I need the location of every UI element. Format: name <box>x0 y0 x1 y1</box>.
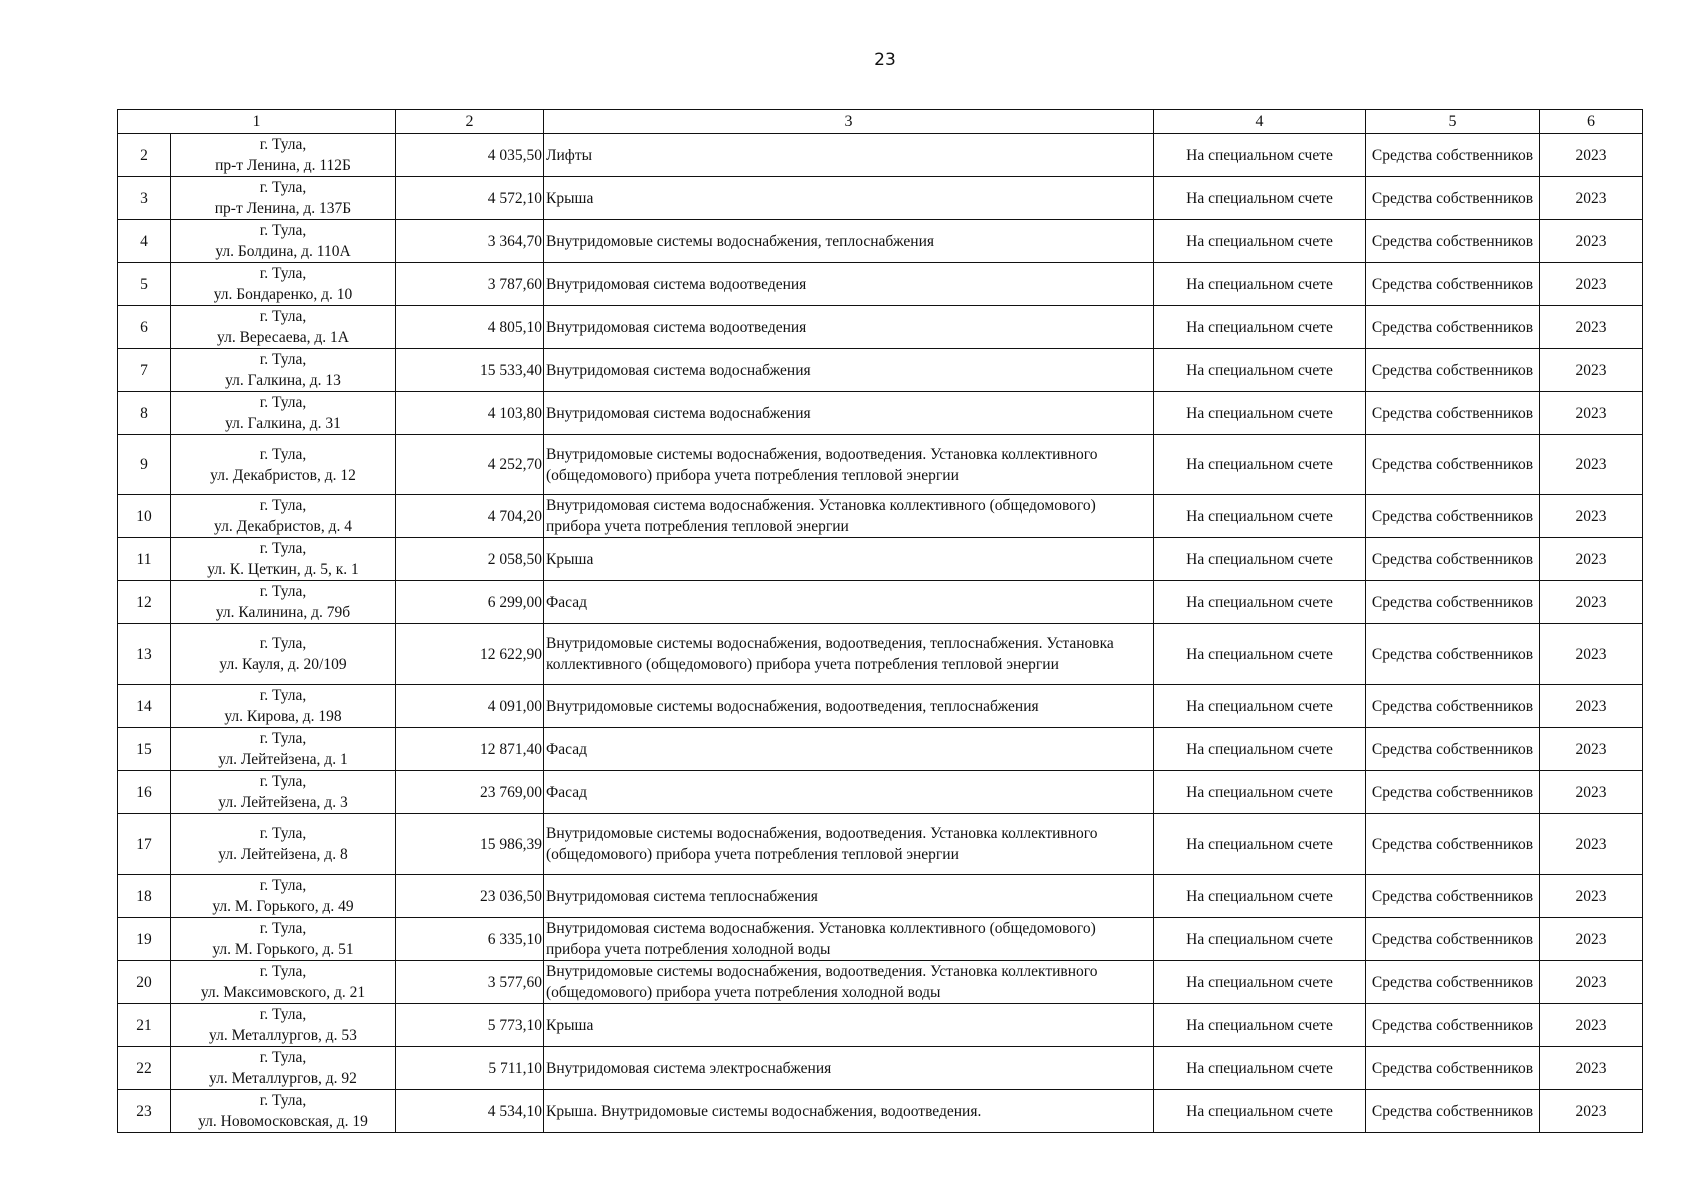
row-number-cell: 15 <box>118 728 171 771</box>
address-street: ул. Металлургов, д. 92 <box>209 1070 357 1087</box>
header-cell-5: 5 <box>1366 110 1540 134</box>
works-cell: Внутридомовая система водоснабжения <box>544 349 1154 392</box>
address-cell <box>171 495 396 538</box>
table-row <box>118 875 1643 918</box>
address-city: г. Тула, <box>259 635 307 652</box>
works-cell: Внутридомовые системы водоснабжения, водоотведения, теплоснабжения. Установка коллективного (общедомового) прибора учета потребления тепловой энергии <box>544 624 1154 685</box>
fund-method-cell: На специальном счете <box>1154 581 1366 624</box>
address-cell <box>171 349 396 392</box>
funding-source-cell: Средства собственников <box>1366 1090 1540 1133</box>
year-cell: 2023 <box>1540 392 1643 435</box>
year-cell: 2023 <box>1540 177 1643 220</box>
table-row <box>118 306 1643 349</box>
fund-method-cell: На специальном счете <box>1154 538 1366 581</box>
fund-method-cell: На специальном счете <box>1154 177 1366 220</box>
fund-method-cell: На специальном счете <box>1154 220 1366 263</box>
funding-source-cell: Средства собственников <box>1366 538 1540 581</box>
funding-source-cell: Средства собственников <box>1366 495 1540 538</box>
fund-method-cell: На специальном счете <box>1154 918 1366 961</box>
address-city: г. Тула, <box>259 730 307 747</box>
address-city: г. Тула, <box>259 1049 307 1066</box>
works-cell: Крыша. Внутридомовые системы водоснабжения, водоотведения. <box>544 1090 1154 1133</box>
area-cell: 4 252,70 <box>396 435 544 495</box>
address-cell <box>171 220 396 263</box>
year-cell: 2023 <box>1540 263 1643 306</box>
address-city: г. Тула, <box>259 963 307 980</box>
year-cell: 2023 <box>1540 961 1643 1004</box>
table-row <box>118 220 1643 263</box>
works-cell: Крыша <box>544 1004 1154 1047</box>
funding-source-cell: Средства собственников <box>1366 581 1540 624</box>
row-number-cell: 13 <box>118 624 171 685</box>
header-row <box>118 110 1643 134</box>
address-cell <box>171 685 396 728</box>
address-street: ул. Кирова, д. 198 <box>224 708 342 725</box>
year-cell: 2023 <box>1540 814 1643 875</box>
area-cell: 3 577,60 <box>396 961 544 1004</box>
works-cell: Внутридомовая система теплоснабжения <box>544 875 1154 918</box>
address-street: ул. Максимовского, д. 21 <box>200 984 366 1001</box>
address-city: г. Тула, <box>259 394 307 411</box>
table-row <box>118 392 1643 435</box>
address-street: ул. К. Цеткин, д. 5, к. 1 <box>207 561 359 578</box>
area-cell: 15 986,39 <box>396 814 544 875</box>
fund-method-cell: На специальном счете <box>1154 392 1366 435</box>
address-city: г. Тула, <box>259 1092 307 1109</box>
address-city: г. Тула, <box>259 179 307 196</box>
area-cell: 23 036,50 <box>396 875 544 918</box>
area-cell: 4 103,80 <box>396 392 544 435</box>
funding-source-cell: Средства собственников <box>1366 177 1540 220</box>
fund-method-cell: На специальном счете <box>1154 771 1366 814</box>
address-cell <box>171 581 396 624</box>
table-row <box>118 435 1643 495</box>
year-cell: 2023 <box>1540 538 1643 581</box>
header-cell-4: 4 <box>1154 110 1366 134</box>
year-cell: 2023 <box>1540 918 1643 961</box>
row-number-cell: 22 <box>118 1047 171 1090</box>
address-cell <box>171 961 396 1004</box>
capital-repair-table <box>117 109 1643 1133</box>
year-cell: 2023 <box>1540 435 1643 495</box>
address-city: г. Тула, <box>259 497 307 514</box>
row-number-cell: 19 <box>118 918 171 961</box>
year-cell: 2023 <box>1540 1090 1643 1133</box>
works-cell: Крыша <box>544 538 1154 581</box>
table-row <box>118 495 1643 538</box>
address-cell <box>171 134 396 177</box>
row-number-cell: 21 <box>118 1004 171 1047</box>
table-row <box>118 134 1643 177</box>
works-cell: Внутридомовые системы водоснабжения, водоотведения. Установка коллективного (общедомового) прибора учета потребления тепловой энергии <box>544 814 1154 875</box>
area-cell: 5 773,10 <box>396 1004 544 1047</box>
fund-method-cell: На специальном счете <box>1154 435 1366 495</box>
area-cell: 4 534,10 <box>396 1090 544 1133</box>
table-row <box>118 624 1643 685</box>
funding-source-cell: Средства собственников <box>1366 134 1540 177</box>
works-cell: Фасад <box>544 771 1154 814</box>
address-cell <box>171 728 396 771</box>
funding-source-cell: Средства собственников <box>1366 685 1540 728</box>
address-street: ул. Калинина, д. 79б <box>215 604 351 621</box>
year-cell: 2023 <box>1540 624 1643 685</box>
year-cell: 2023 <box>1540 495 1643 538</box>
fund-method-cell: На специальном счете <box>1154 961 1366 1004</box>
row-number-cell: 3 <box>118 177 171 220</box>
table-row <box>118 1047 1643 1090</box>
address-city: г. Тула, <box>259 308 307 325</box>
works-cell: Фасад <box>544 581 1154 624</box>
address-city: г. Тула, <box>259 136 307 153</box>
fund-method-cell: На специальном счете <box>1154 263 1366 306</box>
row-number-cell: 9 <box>118 435 171 495</box>
address-city: г. Тула, <box>259 351 307 368</box>
works-cell: Внутридомовая система водоснабжения. Установка коллективного (общедомового) прибора учета потребления холодной воды <box>544 918 1154 961</box>
year-cell: 2023 <box>1540 349 1643 392</box>
area-cell: 4 035,50 <box>396 134 544 177</box>
funding-source-cell: Средства собственников <box>1366 306 1540 349</box>
row-number-cell: 10 <box>118 495 171 538</box>
address-city: г. Тула, <box>259 773 307 790</box>
address-cell <box>171 1047 396 1090</box>
year-cell: 2023 <box>1540 685 1643 728</box>
address-street: ул. Лейтейзена, д. 3 <box>218 794 348 811</box>
year-cell: 2023 <box>1540 306 1643 349</box>
address-cell <box>171 624 396 685</box>
table-row <box>118 728 1643 771</box>
header-cell-2: 2 <box>396 110 544 134</box>
address-street: пр-т Ленина, д. 112Б <box>215 157 351 174</box>
year-cell: 2023 <box>1540 875 1643 918</box>
table-row <box>118 918 1643 961</box>
fund-method-cell: На специальном счете <box>1154 1047 1366 1090</box>
row-number-cell: 7 <box>118 349 171 392</box>
fund-method-cell: На специальном счете <box>1154 349 1366 392</box>
address-cell <box>171 435 396 495</box>
fund-method-cell: На специальном счете <box>1154 875 1366 918</box>
address-city: г. Тула, <box>259 445 307 463</box>
address-street: ул. Декабристов, д. 12 <box>210 466 356 484</box>
address-city: г. Тула, <box>259 540 307 557</box>
address-street: ул. Галкина, д. 31 <box>225 415 341 432</box>
address-cell <box>171 177 396 220</box>
works-cell: Внутридомовые системы водоснабжения, теплоснабжения <box>544 220 1154 263</box>
fund-method-cell: На специальном счете <box>1154 728 1366 771</box>
works-cell: Внутридомовая система водоотведения <box>544 263 1154 306</box>
area-cell: 15 533,40 <box>396 349 544 392</box>
area-cell: 3 364,70 <box>396 220 544 263</box>
address-city: г. Тула, <box>259 583 307 600</box>
funding-source-cell: Средства собственников <box>1366 961 1540 1004</box>
funding-source-cell: Средства собственников <box>1366 771 1540 814</box>
address-street: ул. Болдина, д. 110А <box>215 243 351 260</box>
funding-source-cell: Средства собственников <box>1366 728 1540 771</box>
works-cell: Внутридомовая система водоснабжения. Установка коллективного (общедомового) прибора учета потребления тепловой энергии <box>544 495 1154 538</box>
table-row <box>118 538 1643 581</box>
works-cell: Крыша <box>544 177 1154 220</box>
row-number-cell: 6 <box>118 306 171 349</box>
row-number-cell: 2 <box>118 134 171 177</box>
address-street: ул. М. Горького, д. 49 <box>212 898 354 915</box>
area-cell: 3 787,60 <box>396 263 544 306</box>
funding-source-cell: Средства собственников <box>1366 1047 1540 1090</box>
header-cell-1: 1 <box>118 110 396 134</box>
works-cell: Внутридомовые системы водоснабжения, водоотведения, теплоснабжения <box>544 685 1154 728</box>
table-row <box>118 263 1643 306</box>
funding-source-cell: Средства собственников <box>1366 263 1540 306</box>
address-street: ул. Новомосковская, д. 19 <box>198 1113 368 1130</box>
address-street: ул. Лейтейзена, д. 1 <box>218 751 348 768</box>
table-row <box>118 961 1643 1004</box>
funding-source-cell: Средства собственников <box>1366 918 1540 961</box>
address-city: г. Тула, <box>259 1006 307 1023</box>
funding-source-cell: Средства собственников <box>1366 1004 1540 1047</box>
area-cell: 5 711,10 <box>396 1047 544 1090</box>
works-cell: Внутридомовые системы водоснабжения, водоотведения. Установка коллективного (общедомового) прибора учета потребления холодной воды <box>544 961 1154 1004</box>
area-cell: 4 091,00 <box>396 685 544 728</box>
funding-source-cell: Средства собственников <box>1366 435 1540 495</box>
address-street: пр-т Ленина, д. 137Б <box>214 200 352 217</box>
fund-method-cell: На специальном счете <box>1154 306 1366 349</box>
year-cell: 2023 <box>1540 1004 1643 1047</box>
header-cell-3: 3 <box>544 110 1154 134</box>
area-cell: 12 622,90 <box>396 624 544 685</box>
address-cell <box>171 1090 396 1133</box>
works-cell: Внутридомовая система электроснабжения <box>544 1047 1154 1090</box>
address-city: г. Тула, <box>259 687 307 704</box>
address-cell <box>171 538 396 581</box>
address-cell <box>171 814 396 875</box>
year-cell: 2023 <box>1540 771 1643 814</box>
funding-source-cell: Средства собственников <box>1366 392 1540 435</box>
address-street: ул. Галкина, д. 13 <box>225 372 341 389</box>
table-row <box>118 814 1643 875</box>
funding-source-cell: Средства собственников <box>1366 220 1540 263</box>
row-number-cell: 16 <box>118 771 171 814</box>
row-number-cell: 4 <box>118 220 171 263</box>
area-cell: 4 805,10 <box>396 306 544 349</box>
table-row <box>118 581 1643 624</box>
address-street: ул. Лейтейзена, д. 8 <box>218 846 348 863</box>
funding-source-cell: Средства собственников <box>1366 814 1540 875</box>
address-city: г. Тула, <box>259 265 307 282</box>
address-city: г. Тула, <box>259 920 307 937</box>
table-row <box>118 1090 1643 1133</box>
funding-source-cell: Средства собственников <box>1366 624 1540 685</box>
address-cell <box>171 306 396 349</box>
year-cell: 2023 <box>1540 1047 1643 1090</box>
area-cell: 6 335,10 <box>396 918 544 961</box>
address-cell <box>171 875 396 918</box>
works-cell: Внутридомовая система водоотведения <box>544 306 1154 349</box>
year-cell: 2023 <box>1540 220 1643 263</box>
row-number-cell: 18 <box>118 875 171 918</box>
area-cell: 12 871,40 <box>396 728 544 771</box>
table-row <box>118 1004 1643 1047</box>
fund-method-cell: На специальном счете <box>1154 495 1366 538</box>
address-city: г. Тула, <box>259 877 307 894</box>
row-number-cell: 23 <box>118 1090 171 1133</box>
table-row <box>118 177 1643 220</box>
works-cell: Лифты <box>544 134 1154 177</box>
funding-source-cell: Средства собственников <box>1366 875 1540 918</box>
address-cell <box>171 263 396 306</box>
fund-method-cell: На специальном счете <box>1154 624 1366 685</box>
address-street: ул. Вересаева, д. 1А <box>217 329 349 346</box>
area-cell: 6 299,00 <box>396 581 544 624</box>
area-cell: 2 058,50 <box>396 538 544 581</box>
fund-method-cell: На специальном счете <box>1154 1090 1366 1133</box>
address-cell <box>171 918 396 961</box>
fund-method-cell: На специальном счете <box>1154 134 1366 177</box>
address-city: г. Тула, <box>259 222 307 239</box>
funding-source-cell: Средства собственников <box>1366 349 1540 392</box>
year-cell: 2023 <box>1540 134 1643 177</box>
area-cell: 4 704,20 <box>396 495 544 538</box>
row-number-cell: 8 <box>118 392 171 435</box>
fund-method-cell: На специальном счете <box>1154 814 1366 875</box>
table-row <box>118 771 1643 814</box>
row-number-cell: 14 <box>118 685 171 728</box>
row-number-cell: 20 <box>118 961 171 1004</box>
address-city: г. Тула, <box>259 825 307 842</box>
address-street: ул. Бондаренко, д. 10 <box>213 286 353 303</box>
row-number-cell: 5 <box>118 263 171 306</box>
address-cell <box>171 1004 396 1047</box>
page-number: 23 <box>874 50 896 70</box>
table-row <box>118 349 1643 392</box>
address-street: ул. Декабристов, д. 4 <box>214 518 352 535</box>
address-cell <box>171 392 396 435</box>
works-cell: Внутридомовые системы водоснабжения, водоотведения. Установка коллективного (общедомового) прибора учета потребления тепловой энергии <box>544 435 1154 495</box>
area-cell: 23 769,00 <box>396 771 544 814</box>
address-street: ул. М. Горького, д. 51 <box>212 941 354 958</box>
works-cell: Фасад <box>544 728 1154 771</box>
row-number-cell: 11 <box>118 538 171 581</box>
fund-method-cell: На специальном счете <box>1154 1004 1366 1047</box>
works-cell: Внутридомовая система водоснабжения <box>544 392 1154 435</box>
area-cell: 4 572,10 <box>396 177 544 220</box>
address-cell <box>171 771 396 814</box>
address-street: ул. Металлургов, д. 53 <box>209 1027 357 1044</box>
table-row <box>118 685 1643 728</box>
fund-method-cell: На специальном счете <box>1154 685 1366 728</box>
row-number-cell: 12 <box>118 581 171 624</box>
row-number-cell: 17 <box>118 814 171 875</box>
year-cell: 2023 <box>1540 581 1643 624</box>
header-cell-6: 6 <box>1540 110 1643 134</box>
address-street: ул. Кауля, д. 20/109 <box>219 656 347 673</box>
year-cell: 2023 <box>1540 728 1643 771</box>
